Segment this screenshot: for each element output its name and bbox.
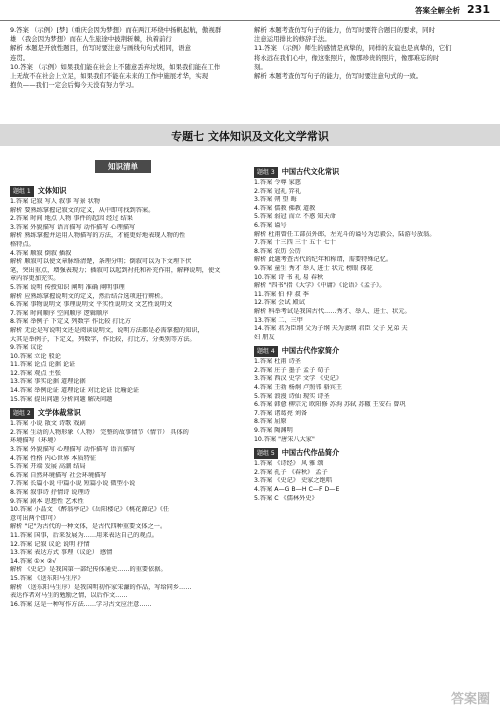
answer-line: 9.答案 剧本 思想性 艺术性 <box>10 497 84 505</box>
answer-line: 8.答案 农历 公历 <box>254 247 301 255</box>
answer-line: 解析 "记"为古代的一种文体，是古代四种重要文体之一。 <box>10 523 167 531</box>
answer-line: 9.答案 议论 <box>10 344 43 352</box>
answer-line: 环境描写（环境） <box>10 437 60 445</box>
text-line: 解析 本题考查仿写句子的能力，仿写时要符合题目的要求，同时 <box>254 26 435 34</box>
answer-line: 8.答案 屈原 <box>254 418 287 426</box>
text-line: 将永远在我们心中，像这张照片，像那珍贵的照片，像那难忘的时 <box>254 53 440 62</box>
answer-line: 解析 要熟练掌握记叙文的定义，从中即可找到答案。 <box>10 206 155 214</box>
answer-line: 3.答案 朔 望 晦 <box>254 196 297 204</box>
answer-line: 1.答案 杜甫 诗圣 <box>254 358 301 366</box>
group-tag: 题组 4 <box>254 346 278 357</box>
group-name: 中国古代作品简介 <box>281 448 340 458</box>
text-line: 9.答案 （示例）[梦]（重庆会因为梦想）而在两江环绕中扬帆起航，傲视群 <box>10 26 222 34</box>
answer-line: 5.答案 说明 传授知识 阐明 准确 阐明事理 <box>10 283 125 291</box>
header-title: 答案全解全析 <box>415 6 460 15</box>
answer-line: 4.答案 A—G B—H C—F D—E <box>254 486 340 493</box>
text-line: 11.答案 （示例）师生的感情是真挚的，同样的友谊也是真挚的，它们 <box>254 44 452 53</box>
answer-line: 7.答案 时间顺序 空间顺序 逻辑顺序 <box>10 309 109 317</box>
answer-line: 4.答案 性格 内心世界 本质特征 <box>10 454 97 462</box>
answer-line: 15.答案 《送东阳马生序》 <box>10 574 84 582</box>
answer-line: 笔，突出重点，增强表现力；插叙可以起到衬托和补充作用，解释说明，使文 <box>10 266 221 274</box>
answer-line: 10.答案 小品文 《醉翁亭记》《岳阳楼记》《桃花源记》《任 <box>10 506 170 514</box>
group-tag: 题组 2 <box>10 408 34 419</box>
answer-line: 4.答案 顺叙 倒叙 插叙 <box>10 249 72 257</box>
answer-line: 10.答案 立论 驳论 <box>10 352 61 360</box>
answer-line: 解析 "四书"指《大学》《中庸》《论语》《孟子》。 <box>254 282 386 290</box>
answer-line: 格特点。 <box>10 240 35 248</box>
topic-title: 专题七 文体知识及文化文学常识 <box>171 130 329 143</box>
page-header <box>0 0 500 21</box>
answer-line: 14.答案 ①× ②√ <box>10 557 57 565</box>
answer-line: 2.答案 生动的人物形象（人物） 完整的故事情节（情节） 具体的 <box>10 428 189 436</box>
answer-line: 意可出两个即可） <box>10 514 60 522</box>
answer-line: 11.答案 国事，后来发展为……用来表达自己的观点。 <box>10 531 158 539</box>
answer-line: 11.答案 论点 论据 论证 <box>10 361 76 369</box>
group-name: 文学体裁常识 <box>37 408 81 418</box>
text-line: 解析 本题是开放性题目，仿写时要注意与画线句句式相同，语意 <box>10 44 191 53</box>
page-number: 231 <box>467 3 490 16</box>
answer-line: 14.答案 举例论证 道理论证 对比论证 比喻论证 <box>10 387 140 395</box>
answer-line: 5.答案 开端 发展 高潮 结局 <box>10 463 86 471</box>
answer-line: 13.答案 表达方式 事理（议论） 感情 <box>10 549 113 557</box>
answer-line: 解析 科举考试是我国古代……秀才、举人、进士、状元。 <box>254 307 411 315</box>
text-line: 刻。 <box>254 62 267 71</box>
text-line: 连贯。 <box>10 53 30 62</box>
answer-line: 大其是举例子，下定义，列数字，作比较，打比方，分类别等方法。 <box>10 335 196 343</box>
answer-line: 11.答案 伯 仲 叔 季 <box>254 290 309 298</box>
answer-line: 解析 （送东阳马生序）是我国明初作家宋濂的作品，写给同乡…… <box>10 583 192 591</box>
answer-line: 2.答案 冠礼 笄礼 <box>254 187 301 195</box>
answer-line: 6.答案 韩愈 柳宗元 欧阳修 苏洵 苏轼 苏辙 王安石 曾巩 <box>254 401 406 409</box>
answer-line: 3.答案 西汉 史学 文学 《史记》 <box>254 375 343 383</box>
left-column <box>10 182 247 609</box>
answer-line: 7.答案 长篇小说 中篇小说 短篇小说 微型小说 <box>10 480 136 488</box>
answer-line: 2.答案 时间 地点 人物 事件的起因 经过 结果 <box>10 215 133 223</box>
answer-line: 4.答案 王勃 杨炯 卢照邻 骆宾王 <box>254 384 343 392</box>
group-heading <box>254 447 490 458</box>
text-line: 抱负——我们一定会后悔今天没有努力学习。 <box>10 81 138 90</box>
answer-line: 13.答案 二、三甲 <box>254 316 303 324</box>
answer-line: 解析 熟练掌握并运用人物描写的方法，才能更好地表现人物的性 <box>10 232 186 240</box>
answer-line: 1.答案 《诗经》 风 雅 颂 <box>254 460 324 468</box>
answer-line: 12.答案 观点 主张 <box>10 369 61 377</box>
group-heading <box>254 345 490 356</box>
answer-line: 14.答案 君为臣纲 父为子纲 夫为妻纲 君臣 父子 兄弟 夫 <box>254 325 408 333</box>
group-heading <box>10 407 247 418</box>
answer-line: 7.答案 十三四 三十 五十 七十 <box>254 239 336 247</box>
group-tag: 题组 5 <box>254 448 278 459</box>
answer-line: 解析 无论是写说明文还是阅读说明文，说明方法都是必需掌握的知识， <box>10 326 204 334</box>
answer-line: 8.答案 叙事诗 抒情诗 说理诗 <box>10 489 90 496</box>
answer-line: 解析 应熟练掌握说明文的定义，然后结合选项进行辨析。 <box>10 292 167 300</box>
group-heading <box>10 185 247 196</box>
top-right-block <box>254 26 490 81</box>
answer-line: 1.答案 记叙 写人 叙事 写景 状物 <box>10 198 100 205</box>
answer-line: 15.答案 提出问题 分析问题 解决问题 <box>10 395 113 403</box>
answer-line: 3.答案 外貌描写 心理描写 动作描写 语言描写 <box>10 446 136 454</box>
answer-line: 7.答案 诸葛亮 刘备 <box>254 409 308 417</box>
answer-line: 13.答案 事实论据 道理论据 <box>10 378 86 386</box>
group-heading <box>254 166 490 177</box>
answer-line: 9.答案 童生 秀才 举人 进士 状元 榜眼 探花 <box>254 264 373 272</box>
top-left-block <box>10 26 247 90</box>
group-tag: 题组 1 <box>10 186 34 197</box>
text-line: 解析 本题考查仿写句子的能力，仿写时要注意句式的一致。 <box>254 72 423 81</box>
answer-line: 1.答案 小说 散文 诗歌 戏剧 <box>10 420 86 428</box>
answer-line: 4.答案 儒教 佛教 道教 <box>254 204 316 212</box>
answer-line: 解析 杜甫曾任工部员外郎，左光斗的谥号为忠毅公，陆游号放翁。 <box>254 230 436 238</box>
answer-line: 16.答案 这是一种写作方法……学习古文应注意…… <box>10 600 152 608</box>
answer-line: 2.答案 孔子 《春秋》 孟子 <box>254 468 328 476</box>
answer-line: 10.答案 "唐宋八大家" <box>254 435 315 443</box>
text-line: 注意运用排比的修辞手法。 <box>254 35 331 44</box>
answer-line: 5.答案 C 《儒林外史》 <box>254 494 318 502</box>
answer-line: 12.答案 会试 殿试 <box>254 299 305 307</box>
knowledge-list-badge: 知识清单 <box>95 160 151 173</box>
group-name: 中国古代作家简介 <box>281 346 340 356</box>
answer-line: 6.答案 自然环境描写 社会环境描写 <box>10 471 107 479</box>
text-line: 上无故不在社会上立足，如果我们不能在未来的工作中施展才华，实现 <box>10 72 209 81</box>
answer-line: 1.答案 令尊 家慈 <box>254 179 301 186</box>
answer-line: 10.答案 诗 书 礼 易 春秋 <box>254 273 324 281</box>
text-line: 雄 （我会因为梦想）而在人生旅途中披荆斩棘，执着前行 <box>10 35 172 44</box>
answer-line: 解析 此题考查古代的纪年和称谓，需要特殊记忆。 <box>254 256 393 264</box>
answer-line: 5.答案 浪漫 诗仙 现实 诗圣 <box>254 392 330 400</box>
group-name: 中国古代文化常识 <box>281 167 340 176</box>
answer-line: 12.答案 记叙 议论 说明 抒情 <box>10 540 90 548</box>
group-name: 文体知识 <box>37 186 67 195</box>
answer-line: 6.答案 谥号 <box>254 221 287 229</box>
text-line: 10.答案 （示例）如果我们能在社会上不随意丢弃垃圾，如果我们能在工作 <box>10 62 221 71</box>
right-column <box>254 163 490 503</box>
answer-line: 3.答案 外貌描写 语言描写 动作描写 心理描写 <box>10 223 136 231</box>
answer-line: 5.答案 弱冠 而立 不惑 知天命 <box>254 213 336 221</box>
answer-line: 解析 《史记》是我国第一部纪传体通史……的重要依据。 <box>10 566 167 574</box>
answer-line: 表达作者对马生的勉励之情，以后作文…… <box>10 592 128 600</box>
answer-line: 3.答案 《史记》 史家之绝唱 <box>254 477 332 485</box>
group-tag: 题组 3 <box>254 167 278 178</box>
answer-line: 6.答案 事物说明文 事理说明文 平实性说明文 文艺性说明文 <box>10 301 173 309</box>
topic-band <box>0 124 500 146</box>
answer-line: 9.答案 陶渊明 <box>254 427 293 435</box>
watermark: 答案圈 <box>450 692 490 707</box>
answer-line: 2.答案 庄子 墨子 孟子 荀子 <box>254 366 330 374</box>
answer-line: 妇 朋友 <box>254 333 275 341</box>
answer-line: 解析 顺叙可以使文章脉络清楚，条理分明；倒叙可以为下文埋下伏 <box>10 258 192 266</box>
answer-line: 8.答案 举例子 下定义 列数字 作比较 打比方 <box>10 318 131 326</box>
answer-line: 章内容更加充实。 <box>10 275 60 283</box>
